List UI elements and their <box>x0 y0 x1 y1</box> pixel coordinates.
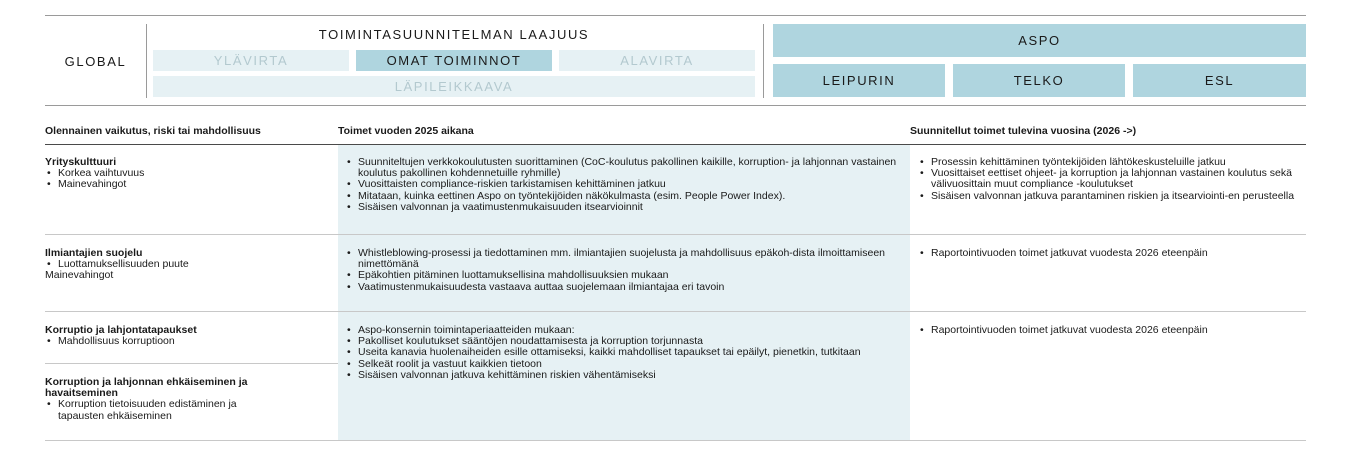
list-item: • Sisäisen valvonnan ja vaatimustenmukaisuuden itsearvioinnit <box>345 202 898 213</box>
row-actions-2025 <box>345 325 898 381</box>
list-item: Mainevahingot <box>45 269 114 282</box>
scope-own-operations: OMAT TOIMINNOT <box>356 50 552 71</box>
header-divider-left <box>146 24 147 98</box>
header-top-rule <box>45 15 1306 16</box>
row-divider <box>45 234 1306 235</box>
scope-cross-section: LÄPILEIKKAAVA <box>153 76 755 97</box>
list-item: • Epäkohtien pitäminen luottamuksellisina mahdollisuuksien mukaan <box>345 270 898 281</box>
table-row <box>45 377 285 422</box>
list-item: • Prosessin kehittäminen työntekijöiden lähtökeskusteluille jatkuu <box>918 157 1303 168</box>
row-future-actions <box>918 325 1303 336</box>
column-header-future-actions: Suunnitellut toimet tulevina vuosina (2026 ->) <box>910 125 1137 137</box>
table-row <box>45 157 330 191</box>
list-item: • Suunniteltujen verkkokoulutusten suorittaminen (CoC-koulutus pakollinen kaikille, korruption- ja lahjonnan vastainen koulutus pakollinen kohdennetuille ryhmille) <box>345 157 898 179</box>
global-label: GLOBAL <box>64 53 127 69</box>
scope-downstream: ALAVIRTA <box>559 50 755 71</box>
division-esl: ESL <box>1133 64 1306 97</box>
row-subdivider <box>45 363 338 364</box>
scope-title: TOIMINTASUUNNITELMAN LAAJUUS <box>318 26 590 42</box>
list-item: • Mainevahingot <box>45 179 330 190</box>
list-item: • Mahdollisuus korruptioon <box>45 336 330 347</box>
list-item: • Useita kanavia huolenaiheiden esille ottamiseksi, kaikki mahdolliset tapaukset tai epäilyt, pienetkin, tutkitaan <box>345 347 898 358</box>
list-item: • Sisäisen valvonnan jatkuva kehittäminen riskien vähentämiseksi <box>345 370 898 381</box>
list-item: • Pakolliset koulutukset sääntöjen noudattamisesta ja korruption torjunnasta <box>345 336 898 347</box>
list-item: • Korruption tietoisuuden edistäminen ja tapausten ehkäiseminen <box>45 399 285 421</box>
list-item: • Vuosittaisten compliance-riskien tarkistamisen kehittäminen jatkuu <box>345 179 898 190</box>
table-row <box>45 325 330 347</box>
division-telko: TELKO <box>953 64 1125 97</box>
list-item: • Selkeät roolit ja vastuut kaikkien tietoon <box>345 359 898 370</box>
list-item: • Vuosittaiset eettiset ohjeet- ja korruption ja lahjonnan vastainen koulutus sekä välivuosittain muut compliance -koulutukset <box>918 168 1303 190</box>
division-leipurin: LEIPURIN <box>773 64 945 97</box>
row-subtitle: Korruption ja lahjonnan ehkäiseminen ja havaitseminen <box>45 376 248 400</box>
list-item: • Aspo-konsernin toimintaperiaatteiden mukaan: <box>345 325 898 336</box>
list-item: • Raportointivuoden toimet jatkuvat vuodesta 2026 eteenpäin <box>918 325 1303 336</box>
row-title: Yrityskulttuuri <box>45 156 117 168</box>
row-future-actions <box>918 248 1303 259</box>
row-actions-2025 <box>345 157 898 213</box>
row-future-actions <box>918 157 1303 202</box>
column-header-actions-2025: Toimet vuoden 2025 aikana <box>338 125 474 137</box>
list-item: • Luottamuksellisuuden puute <box>45 259 330 270</box>
list-item: • Korkea vaihtuvuus <box>45 168 330 179</box>
scope-upstream: YLÄVIRTA <box>153 50 349 71</box>
header-divider-right <box>763 24 764 98</box>
header-bottom-rule <box>45 105 1306 106</box>
list-item: • Raportointivuoden toimet jatkuvat vuodesta 2026 eteenpäin <box>918 248 1303 259</box>
row-divider <box>45 311 1306 312</box>
table-header-rule <box>45 144 1306 145</box>
list-item: • Vaatimustenmukaisuudesta vastaava auttaa suojelemaan ilmiantajaa eri tavoin <box>345 282 898 293</box>
table-row <box>45 248 330 282</box>
list-item: • Mitataan, kuinka eettinen Aspo on työntekijöiden näkökulmasta (esim. People Power Index). <box>345 191 898 202</box>
row-title: Korruptio ja lahjontatapaukset <box>45 324 197 336</box>
list-item: • Sisäisen valvonnan jatkuva parantaminen riskien ja itsearviointi-en perusteella <box>918 191 1303 202</box>
company-aspo: ASPO <box>773 24 1306 57</box>
row-title: Ilmiantajien suojelu <box>45 247 143 259</box>
row-actions-2025 <box>345 248 898 293</box>
table-bottom-rule <box>45 440 1306 441</box>
list-item: • Whistleblowing-prosessi ja tiedottaminen mm. ilmiantajien suojelusta ja mahdollisuus epäkoh-dista ilmoittamiseen nimettömänä <box>345 248 898 270</box>
column-header-impact: Olennainen vaikutus, riski tai mahdollisuus <box>45 125 261 137</box>
